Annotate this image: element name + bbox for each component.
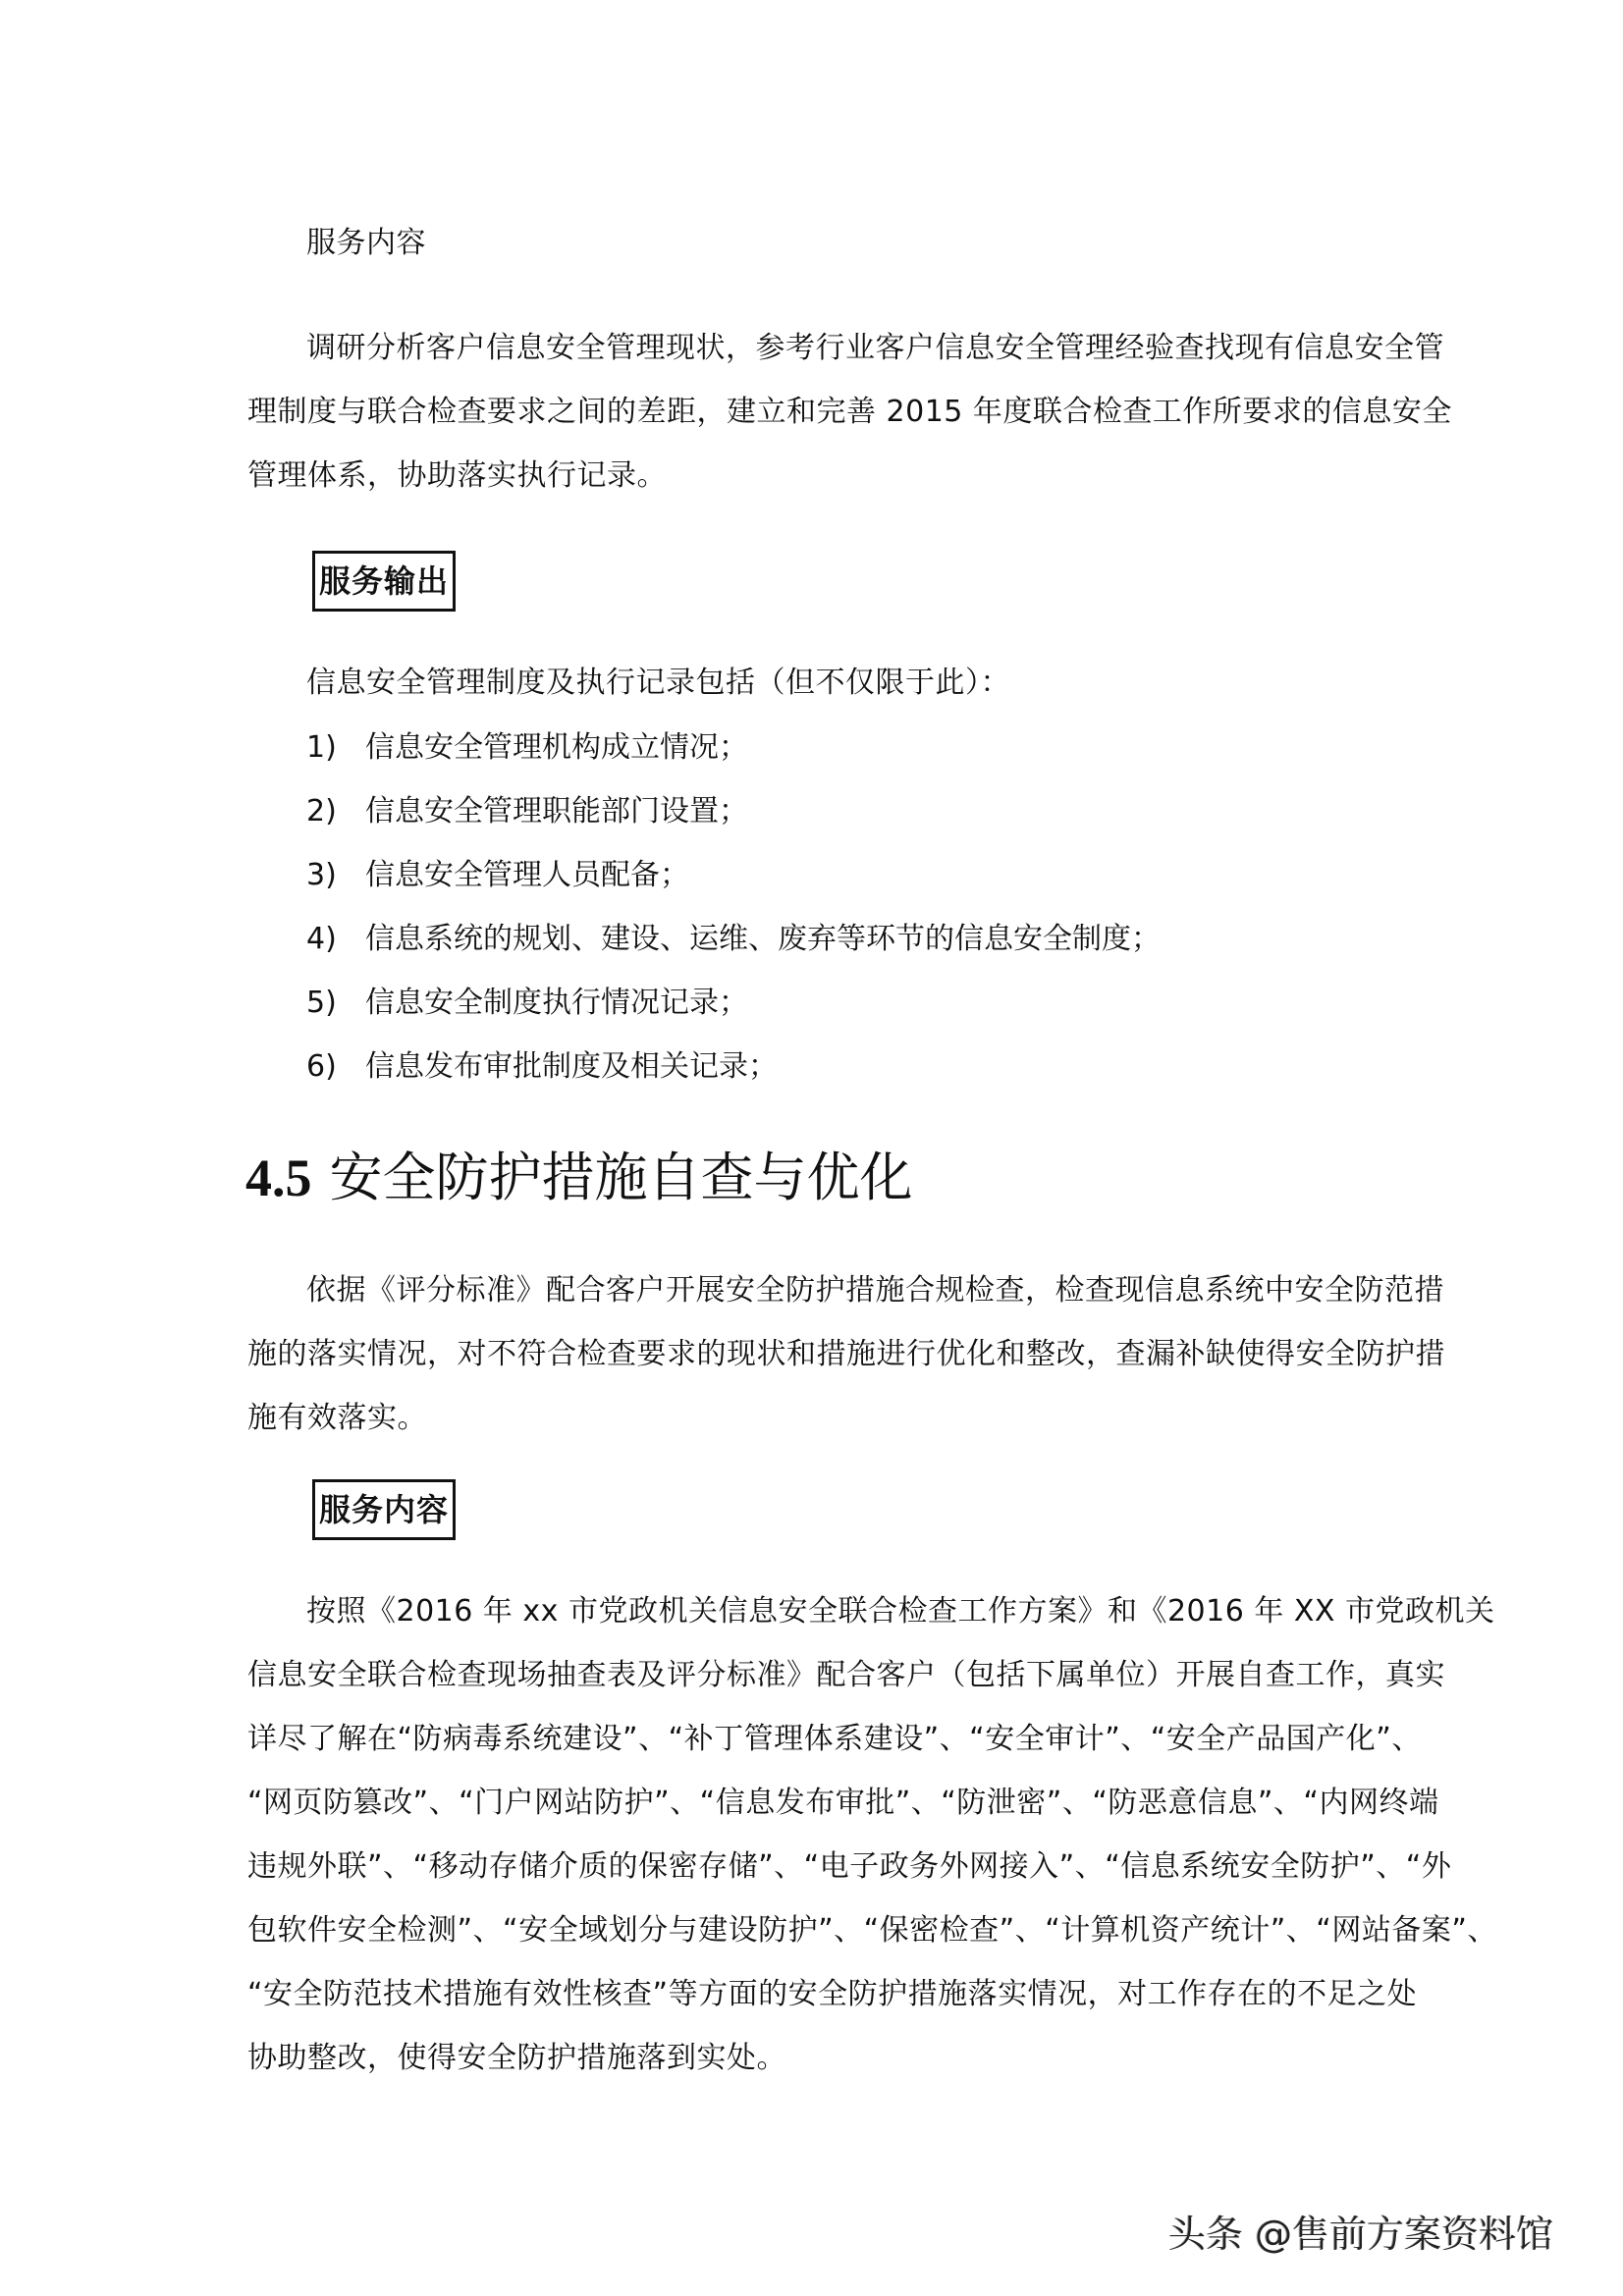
list-text: 信息安全管理机构成立情况； xyxy=(365,730,748,765)
boxed-subheading: 服务内容 xyxy=(312,1479,456,1540)
paragraph-line: 调研分析客户信息安全管理现状，参考行业客户信息安全管理经验查找现有信息安全管 xyxy=(306,331,1444,365)
paragraph-line: 违规外联”、“移动存储介质的保密存储”、“电子政务外网接入”、“信息系统安全防护”、“外 xyxy=(247,1849,1452,1884)
paragraph-line: 按照《2016 年 xx 市党政机关信息安全联合检查工作方案》和《2016 年 XX 市党政机关 xyxy=(306,1594,1495,1629)
list-number: 2) xyxy=(306,794,337,828)
list-text: 信息安全管理职能部门设置； xyxy=(365,794,748,828)
paragraph-line: 信息安全联合检查现场抽查表及评分标准》配合客户（包括下属单位）开展自查工作，真实 xyxy=(247,1658,1445,1692)
list-item xyxy=(306,1047,778,1087)
watermark: 头条 @售前方案资料馆 xyxy=(1168,2213,1554,2256)
paragraph-line: “安全防范技术措施有效性核查”等方面的安全防护措施落实情况，对工作存在的不足之处 xyxy=(247,1977,1418,2011)
boxed-subheading: 服务输出 xyxy=(312,551,456,612)
list-item xyxy=(306,792,748,831)
paragraph-line: 依据《评分标准》配合客户开展安全防护措施合规检查，检查现信息系统中安全防范措 xyxy=(306,1273,1444,1308)
list-text: 信息安全制度执行情况记录； xyxy=(365,986,748,1020)
list-item xyxy=(306,984,748,1023)
paragraph-line: 施有效落实。 xyxy=(247,1401,427,1435)
paragraph-line: 详尽了解在“防病毒系统建设”、“补丁管理体系建设”、“安全审计”、“安全产品国产化”、 xyxy=(247,1722,1422,1756)
list-number: 1) xyxy=(306,730,337,765)
list-text: 信息系统的规划、建设、运维、废弃等环节的信息安全制度； xyxy=(365,922,1161,956)
list-number: 6) xyxy=(306,1049,337,1084)
paragraph-line: 包软件安全检测”、“安全域划分与建设防护”、“保密检查”、“计算机资产统计”、“网站备案”、 xyxy=(247,1913,1497,1948)
list-text: 信息安全管理人员配备； xyxy=(365,858,689,892)
section-number: 4.5 xyxy=(245,1148,312,1207)
section-heading xyxy=(245,1147,913,1209)
list-number: 5) xyxy=(306,986,337,1020)
list-item xyxy=(306,856,689,895)
list-intro: 信息安全管理制度及执行记录包括（但不仅限于此）： xyxy=(306,666,1010,700)
paragraph-line: “网页防篡改”、“门户网站防护”、“信息发布审批”、“防泄密”、“防恶意信息”、“内网终端 xyxy=(247,1786,1439,1820)
list-item xyxy=(306,728,748,768)
paragraph-line: 施的落实情况，对不符合检查要求的现状和措施进行优化和整改，查漏补缺使得安全防护措 xyxy=(247,1337,1445,1371)
section-title: 安全防护措施自查与优化 xyxy=(329,1147,913,1208)
list-number: 3) xyxy=(306,858,337,892)
list-text: 信息发布审批制度及相关记录； xyxy=(365,1049,778,1084)
paragraph-line: 理制度与联合检查要求之间的差距，建立和完善 2015 年度联合检查工作所要求的信息安全 xyxy=(247,395,1452,429)
paragraph-line: 管理体系，协助落实执行记录。 xyxy=(247,458,667,493)
list-item xyxy=(306,920,1161,959)
section-label: 服务内容 xyxy=(306,226,426,260)
list-number: 4) xyxy=(306,922,337,956)
paragraph-line: 协助整改，使得安全防护措施落到实处。 xyxy=(247,2041,786,2075)
